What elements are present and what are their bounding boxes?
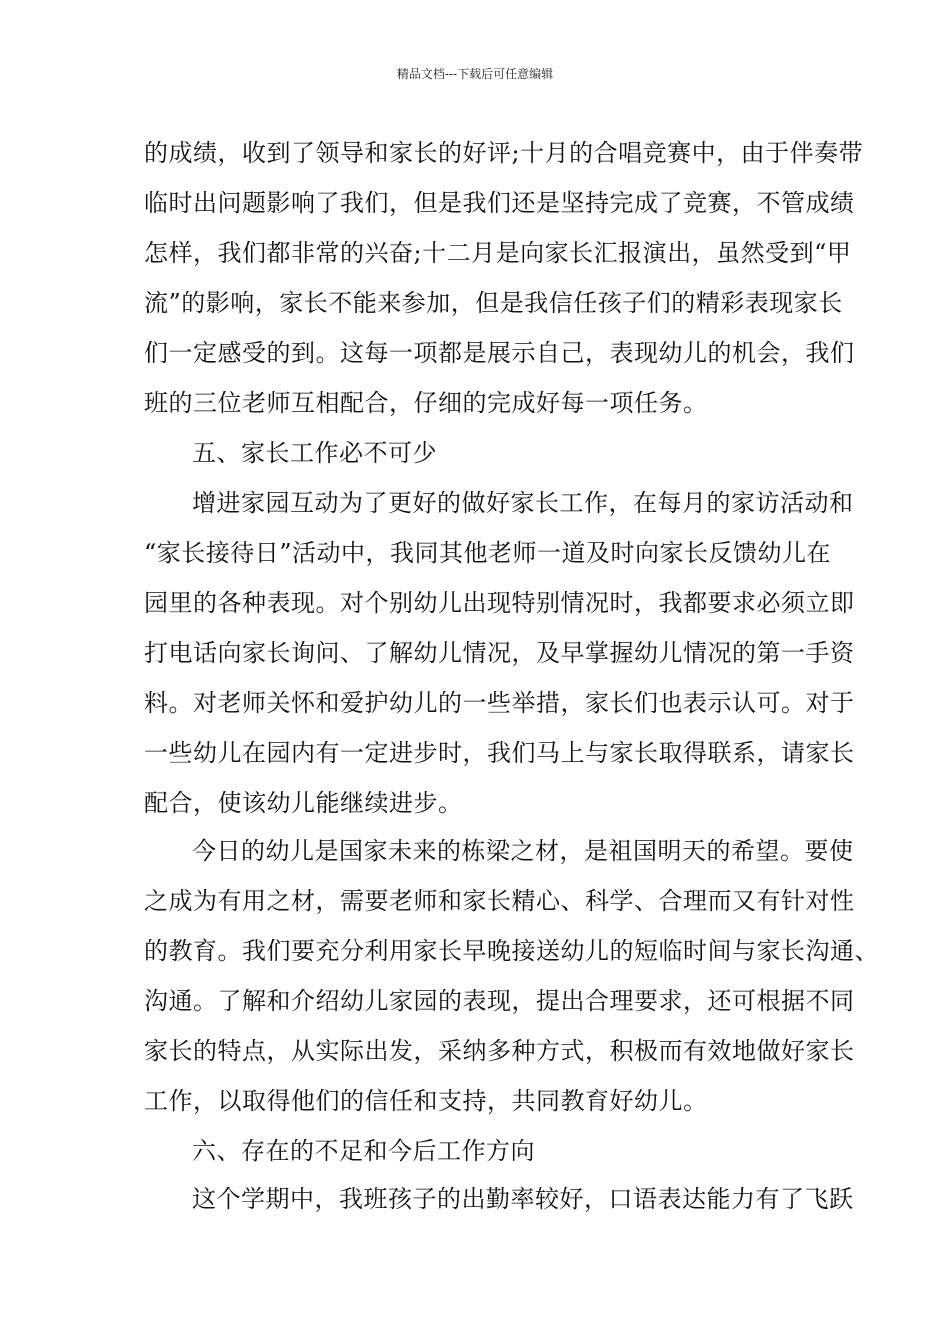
body-line: 怎样，我们都非常的兴奋;十二月是向家长汇报演出，虽然受到“甲 <box>144 239 852 267</box>
body-line: 之成为有用之材，需要老师和家长精心、科学、合理而又有针对性 <box>144 887 855 915</box>
section-heading: 六、存在的不足和今后工作方向 <box>192 1137 535 1165</box>
body-line: 今日的幼儿是国家未来的栋梁之材，是祖国明天的希望。要使 <box>192 837 854 865</box>
body-line: 的成绩，收到了领导和家长的好评;十月的合唱竞赛中，由于伴奏带 <box>144 139 864 167</box>
body-line: 园里的各种表现。对个别幼儿出现特别情况时，我都要求必须立即 <box>144 589 855 617</box>
body-line: 配合，使该幼儿能继续进步。 <box>144 789 463 817</box>
body-line: 流”的影响，家长不能来参加，但是我信任孩子们的精彩表现家长 <box>144 289 843 317</box>
body-line: 的教育。我们要充分利用家长早晚接送幼儿的短临时间与家长沟通、 <box>144 937 879 965</box>
body-line: 打电话向家长询问、了解幼儿情况，及早掌握幼儿情况的第一手资 <box>144 639 855 667</box>
page-header: 精品文档---下载后可任意编辑 <box>396 67 554 81</box>
body-line: 沟通。了解和介绍幼儿家园的表现，提出合理要求，还可根据不同 <box>144 987 855 1015</box>
body-line: 增进家园互动为了更好的做好家长工作，在每月的家访活动和 <box>192 489 854 517</box>
body-line: 工作，以取得他们的信任和支持，共同教育好幼儿。 <box>144 1087 708 1115</box>
body-line: 家长的特点，从实际出发，采纳多种方式，积极而有效地做好家长 <box>144 1037 855 1065</box>
body-line: 料。对老师关怀和爱护幼儿的一些举措，家长们也表示认可。对于 <box>144 689 855 717</box>
section-heading: 五、家长工作必不可少 <box>192 439 437 467</box>
body-line: 这个学期中，我班孩子的出勤率较好，口语表达能力有了飞跃 <box>192 1185 854 1213</box>
body-line: 临时出问题影响了我们，但是我们还是坚持完成了竞赛，不管成绩 <box>144 189 855 217</box>
body-line: 一些幼儿在园内有一定进步时，我们马上与家长取得联系，请家长 <box>144 739 855 767</box>
body-line: 们一定感受的到。这每一项都是展示自己，表现幼儿的机会，我们 <box>144 339 855 367</box>
body-line: 班的三位老师互相配合，仔细的完成好每一项任务。 <box>144 389 708 417</box>
body-line: “家长接待日”活动中，我同其他老师一道及时向家长反馈幼儿在 <box>144 539 832 567</box>
